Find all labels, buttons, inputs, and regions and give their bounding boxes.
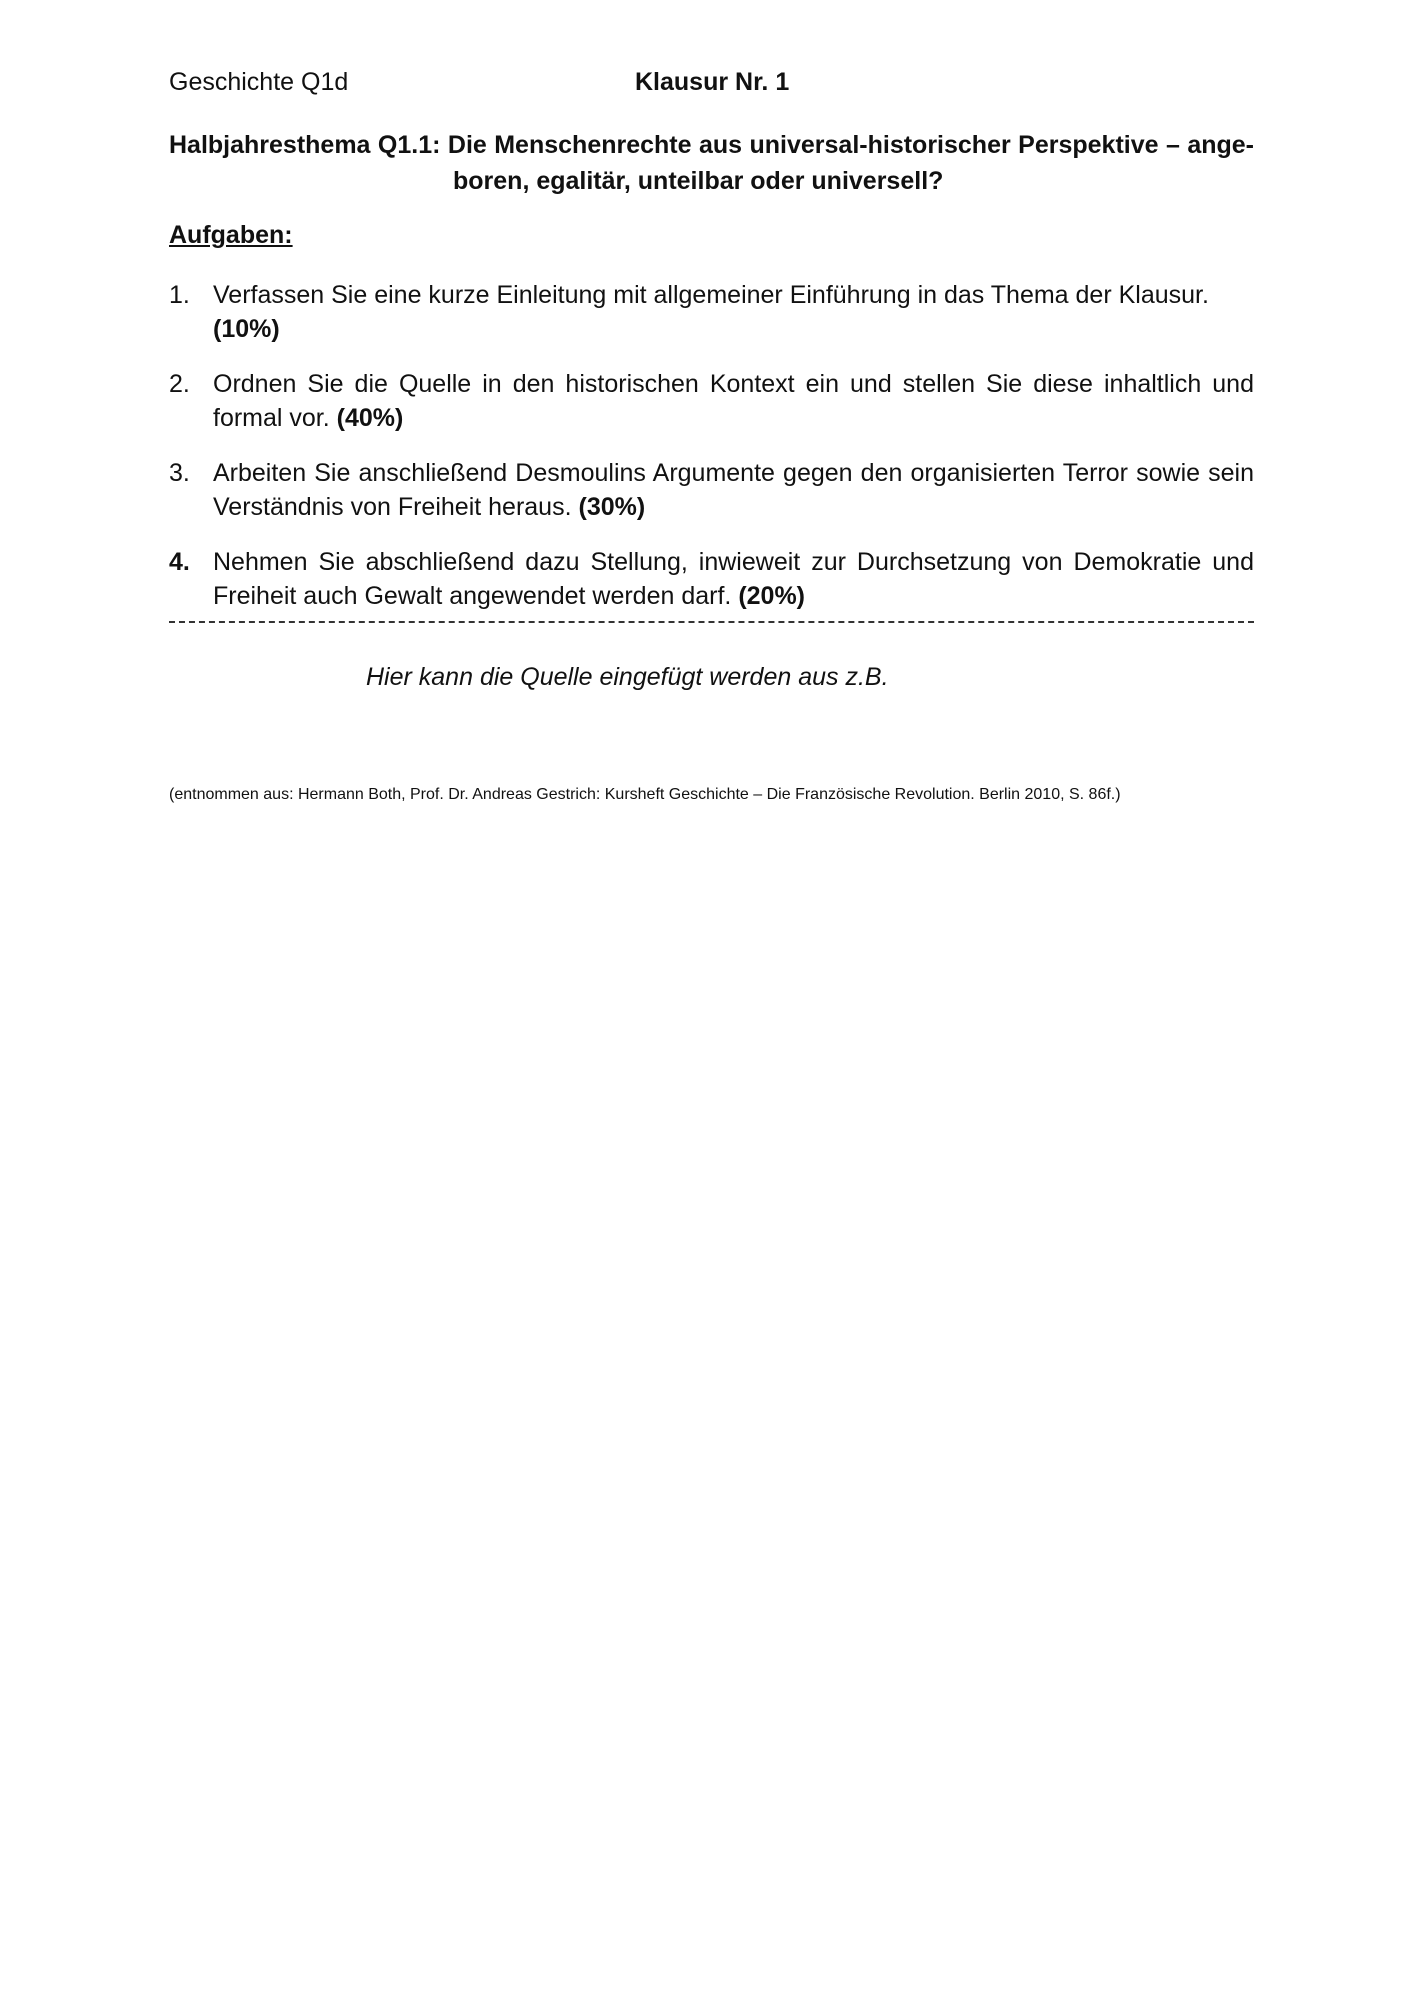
semester-theme — [169, 127, 1254, 199]
task-item — [169, 367, 1254, 435]
exam-title: Klausur Nr. 1 — [635, 68, 790, 96]
task-item — [169, 456, 1254, 524]
task-text — [213, 367, 1254, 435]
task-text — [213, 456, 1254, 524]
dashed-separator — [169, 621, 1254, 623]
task-list — [169, 278, 1254, 634]
source-citation: (entnommen aus: Hermann Both, Prof. Dr. Andreas Gestrich: Kursheft Geschichte – Die Französische Revolution. Berlin 2010, S. 86f.) — [169, 786, 1121, 803]
task-text — [213, 545, 1254, 613]
task-text — [213, 278, 1254, 346]
subject-label: Geschichte Q1d — [169, 68, 349, 96]
task-weight: (30%) — [578, 493, 646, 521]
task-instruction: Nehmen Sie abschließend dazu Stellung, inwieweit zur Durchsetzung von Demokratie und Freiheit auch Gewalt angewendet werden darf. — [213, 548, 1254, 610]
task-number: 1. — [169, 281, 190, 309]
task-item — [169, 545, 1254, 613]
task-weight: (40%) — [336, 404, 404, 432]
task-instruction: Arbeiten Sie anschließend Desmoulins Argumente gegen den organisierten Terror sowie sein Verständnis von Freiheit heraus. — [213, 459, 1254, 521]
task-instruction: Verfassen Sie eine kurze Einleitung mit allgemeiner Einführung in das Thema der Klausur. — [213, 281, 1209, 309]
task-number: 3. — [169, 459, 190, 487]
tasks-heading: Aufgaben: — [169, 221, 293, 249]
task-weight: (20%) — [738, 582, 805, 610]
page-header — [169, 68, 1254, 104]
task-item — [169, 278, 1254, 346]
task-weight: (10%) — [213, 315, 280, 343]
task-instruction: Ordnen Sie die Quelle in den historischen Kontext ein und stellen Sie diese inhaltlich und formal vor. — [213, 370, 1254, 432]
task-number: 2. — [169, 370, 190, 398]
theme-line-2: boren, egalitär, unteilbar oder universell? — [453, 167, 944, 195]
task-number: 4. — [169, 548, 190, 576]
theme-line-1: Halbjahresthema Q1.1: Die Menschenrechte aus universal-historischer Perspektive – ange- — [169, 131, 1254, 159]
source-placeholder: Hier kann die Quelle eingefügt werden aus z.B. — [366, 663, 889, 691]
